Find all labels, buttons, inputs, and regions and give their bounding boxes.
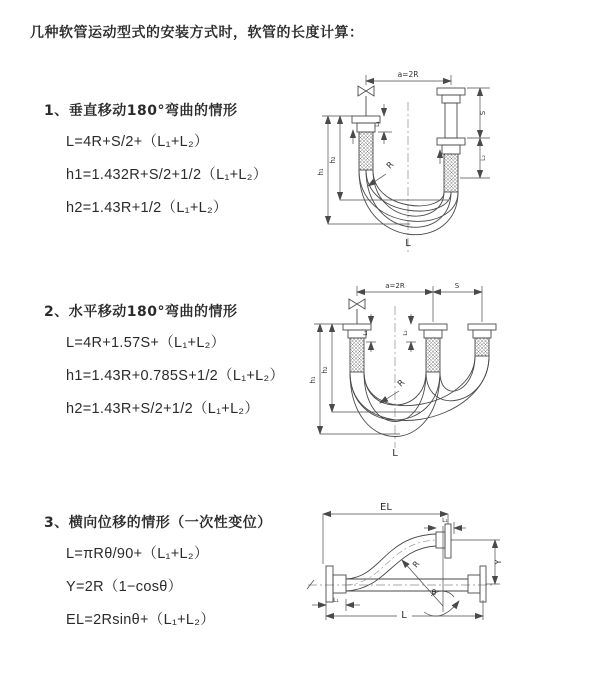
dimension-el <box>323 502 448 564</box>
dimension-top-a2r <box>366 70 451 85</box>
dim-label-l1-bottom: L₁ <box>333 597 339 604</box>
dim-label-l: L <box>401 610 407 621</box>
braided-hose <box>359 132 373 170</box>
right-upper-flange <box>436 524 451 558</box>
dimension-l1 <box>374 104 392 144</box>
angle-label: θ <box>431 588 437 597</box>
valve-icon <box>349 299 365 324</box>
radius-label: R <box>384 159 397 172</box>
right-lower-flange <box>468 566 486 602</box>
diagram-lateral-displacement <box>298 498 593 670</box>
hose-u-bends <box>350 356 489 437</box>
dimension-s <box>467 88 490 138</box>
length-label: L <box>405 238 411 249</box>
formula-y: Y=2R（1−cosθ） <box>66 579 183 595</box>
formula-h2: h2=1.43R+1/2（L₁+L₂） <box>66 200 228 216</box>
formula-h2: h2=1.43R+S/2+1/2（L₁+L₂） <box>66 401 260 417</box>
dimension-l2 <box>460 138 490 178</box>
braided-hose <box>475 338 489 356</box>
formula-length: L=πRθ/90+（L₁+L₂） <box>66 546 209 562</box>
dim-label-y: Y <box>494 559 503 565</box>
dimension-l <box>326 600 483 621</box>
hose-u-bend <box>359 170 458 235</box>
diagram-horizontal-180-bend <box>300 278 545 468</box>
formula-h1: h1=1.43R+0.785S+1/2（L₁+L₂） <box>66 368 285 384</box>
dimension-h2 <box>321 324 420 412</box>
right-flange <box>468 324 496 356</box>
radius-construction <box>402 526 443 612</box>
section-2 <box>44 301 284 433</box>
right-flange <box>437 88 465 192</box>
dim-label-h1: h₁ <box>309 376 317 384</box>
diagram-vertical-180-bend <box>308 64 598 269</box>
formula-length: L=4R+S/2+（L₁+L₂） <box>66 134 209 150</box>
dimension-top-s <box>433 282 482 292</box>
section-1-heading: 1、垂直移动180°弯曲的情形 <box>44 103 238 119</box>
section-2-heading: 2、水平移动180°弯曲的情形 <box>44 304 238 320</box>
braided-hose <box>350 338 364 372</box>
dim-label-l1-top: L₁ <box>442 517 448 524</box>
radius-label: R <box>410 559 422 570</box>
length-label: L <box>392 448 398 459</box>
section-1 <box>44 100 268 232</box>
dimension-l1 <box>363 314 376 352</box>
dimension-y <box>451 540 503 584</box>
angle-theta <box>424 588 459 616</box>
dimension-h2 <box>329 116 448 200</box>
dim-label-l2: L₂ <box>480 155 487 161</box>
dimension-top-a2r <box>357 282 482 322</box>
section-3 <box>44 512 272 644</box>
radius-label: R <box>395 377 408 390</box>
section-3-heading: 3、横向位移的情形（一次性变位） <box>44 515 272 531</box>
dim-label-h2: h₂ <box>329 156 337 164</box>
dim-label-a2r: a=2R <box>397 70 419 79</box>
dim-label-a2r: a=2R <box>385 282 405 290</box>
braided-hose <box>444 154 458 192</box>
dimension-l2 <box>403 314 416 352</box>
middle-flange <box>419 324 447 372</box>
dim-label-h1: h₁ <box>317 168 325 176</box>
centerline <box>307 580 494 589</box>
formula-h1: h1=1.432R+S/2+1/2（L₁+L₂） <box>66 167 268 183</box>
braided-hose <box>426 338 440 372</box>
page-title: 几种软管运动型式的安装方式时，软管的长度计算： <box>30 25 364 41</box>
dim-label-l2: L₂ <box>403 330 409 336</box>
dim-label-l1: L₁ <box>374 121 381 127</box>
valve-icon <box>358 86 374 116</box>
formula-length: L=4R+1.57S+（L₁+L₂） <box>66 335 226 351</box>
formula-el: EL=2Rsinθ+（L₁+L₂） <box>66 612 216 628</box>
dimension-l1-bottom <box>312 597 360 611</box>
radius-callout <box>380 378 407 403</box>
dim-label-h2: h₂ <box>321 366 329 374</box>
dim-label-el: EL <box>380 502 392 513</box>
hose-displaced-position <box>346 534 436 591</box>
dim-label-l1: L₁ <box>363 330 369 336</box>
dim-label-s: S <box>479 110 487 116</box>
centerline-break-mark <box>307 580 314 589</box>
dim-label-s: S <box>454 282 460 290</box>
